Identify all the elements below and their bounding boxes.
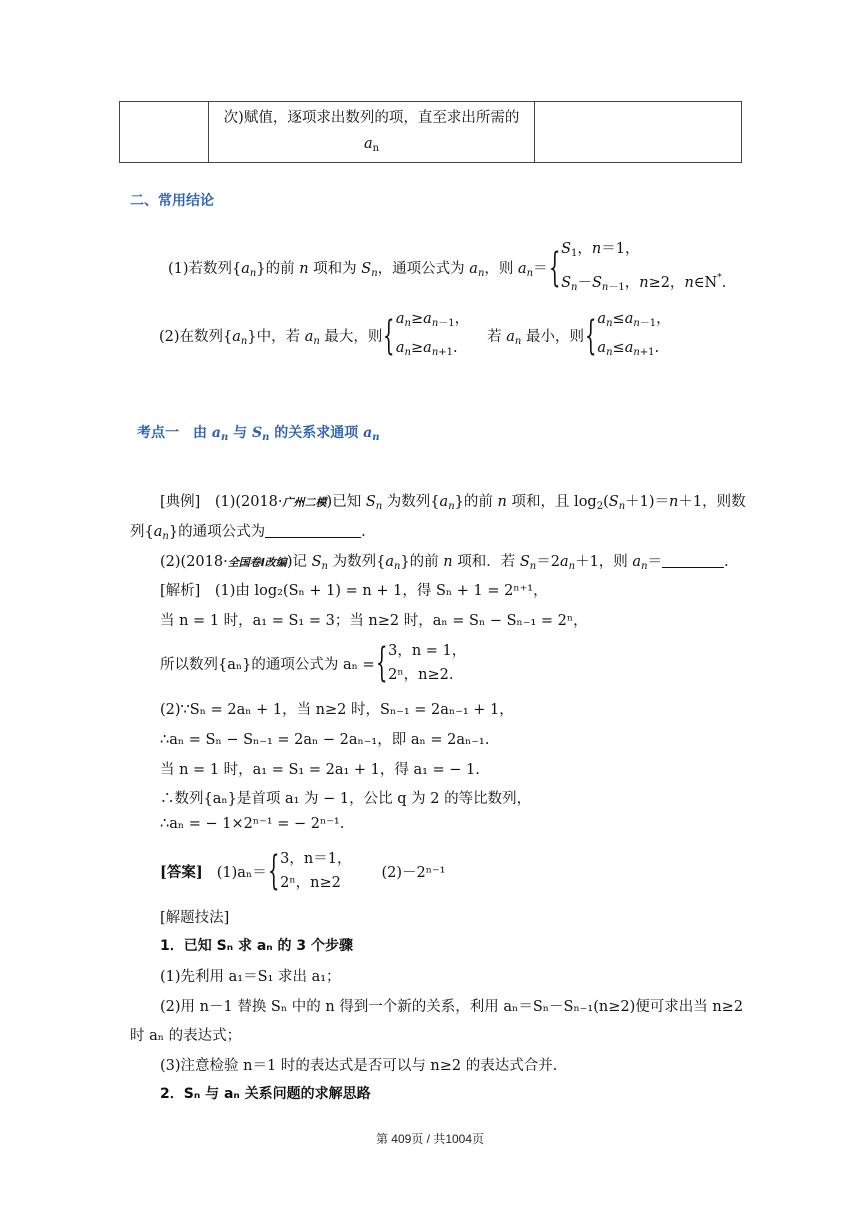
example-line-2: 列$\{a_n\}$的通项公式为 . (130, 524, 366, 542)
solution-line-6: 当 n = 1 时，a₁ = S₁ = 2a₁ + 1，得 a₁ = − 1. (160, 762, 480, 778)
conclusion-2-cases-min: $a_n\le a_{n-1}$， $a_n\le a_{n+1}$. (597, 311, 671, 358)
conclusion-1-cases: $S_1$，n＝1， $S_n-S_{n-1}$，n≥2，n∈N*. (561, 240, 727, 293)
table-cell-text (209, 102, 535, 163)
topic-title: 考点一 由 $a_n$ 与 $S_n$ 的关系求通项 $a_n$ (137, 425, 380, 443)
method-step-1: (1)先利用 a₁＝S₁ 求出 a₁； (160, 969, 341, 985)
method-step-2b: 时 aₙ 的表达式； (130, 1028, 242, 1044)
brace-icon: { (383, 313, 395, 359)
answer-blank-1 (265, 523, 361, 538)
solution-line-1: [解析] (1)由 log₂(Sₙ + 1) = n + 1，得 Sₙ + 1 = 2ⁿ⁺¹， (160, 583, 548, 599)
table-cell-empty (535, 102, 742, 163)
method-heading-1: 1．已知 Sₙ 求 aₙ 的 3 个步骤 (160, 938, 354, 954)
brace-icon: { (375, 640, 388, 686)
solution-line-4: (2)∵Sₙ = 2aₙ + 1，当 n≥2 时，Sₙ₋₁ = 2aₙ₋₁ + 1， (160, 702, 514, 718)
method-step-2a: (2)用 n－1 替换 Sₙ 中的 n 得到一个新的关系，利用 aₙ＝Sₙ－Sₙ₋₁(n≥2)便可求出当 n≥2 (160, 999, 744, 1015)
method-step-3: (3)注意检验 n＝1 时的表达式是否可以与 n≥2 的表达式合并. (160, 1058, 558, 1074)
example-line-1: [典例] (1)(2018·广州二模)已知 $S_n$ 为数列$\{a_n\}$的前 n 项和，且 $\log_2(S_n+1)=n+1$，则数 (160, 494, 746, 512)
example-line-3: (2)(2018·全国卷Ⅰ改编)记 $S_n$ 为数列$\{a_n\}$的前 n 项和．若 $S_n=2a_n+1$，则 $a_n=$ . (160, 554, 729, 572)
table-cell-line1: 次)赋值，逐项求出数列的项，直至求出所需的 (223, 110, 520, 126)
brace-icon: { (584, 313, 597, 359)
table-cell-line2: $a_n$ (363, 136, 380, 154)
method-title: [解题技法] (160, 910, 230, 926)
answer-blank-2 (662, 553, 724, 568)
solution-line-5: ∴aₙ = Sₙ − Sₙ₋₁ = 2aₙ − 2aₙ₋₁，即 aₙ = 2aₙ₋₁. (160, 732, 490, 748)
solution-line-2: 当 n = 1 时，a₁ = S₁ = 3；当 n≥2 时，aₙ = Sₙ − Sₙ₋₁ = 2ⁿ， (160, 613, 588, 629)
page-footer: 第 409页 / 共1004页 (375, 1132, 485, 1146)
conclusion-1 (168, 240, 727, 293)
method-heading-2: 2．Sₙ 与 aₙ 关系问题的求解思路 (160, 1086, 371, 1102)
answer-line: [答案] (1)aₙ＝ { 3，n＝1， 2ⁿ，n≥2 (2)－2ⁿ⁻¹ (160, 848, 446, 894)
method-table (119, 101, 742, 163)
solution-line-3: 所以数列{aₙ}的通项公式为 aₙ = { 3，n = 1， 2ⁿ，n≥2. (160, 640, 467, 686)
brace-icon: { (548, 245, 561, 291)
brace-icon: { (267, 848, 280, 894)
solution-line-8: ∴aₙ = − 1×2ⁿ⁻¹ = − 2ⁿ⁻¹. (160, 816, 345, 832)
solution-line-7: ∴数列{aₙ}是首项 a₁ 为 − 1，公比 q 为 2 的等比数列， (160, 791, 532, 807)
section-title-common-conclusions: 二、常用结论 (130, 193, 214, 209)
conclusion-1-text: (1)若数列$\{a_n\}$的前 n 项和为 $S_n$，通项公式为 $a_n$，则 $a_n=$ (168, 261, 548, 279)
table-row (120, 102, 742, 163)
conclusion-2-cases-max: $a_n\ge a_{n-1}$， $a_n\ge a_{n+1}$. (395, 311, 470, 358)
table-cell-empty (120, 102, 209, 163)
conclusion-2: (2)在数列$\{a_n\}$中，若 $a_n$ 最大，则 { $a_n\ge a_{n-1}$， $a_n\ge a_{n+1}$. 若 $a_n$ 最小，则 { $a_n\le a_{n-1}$， $a_n\le a_{n+1}$. (159, 311, 671, 361)
